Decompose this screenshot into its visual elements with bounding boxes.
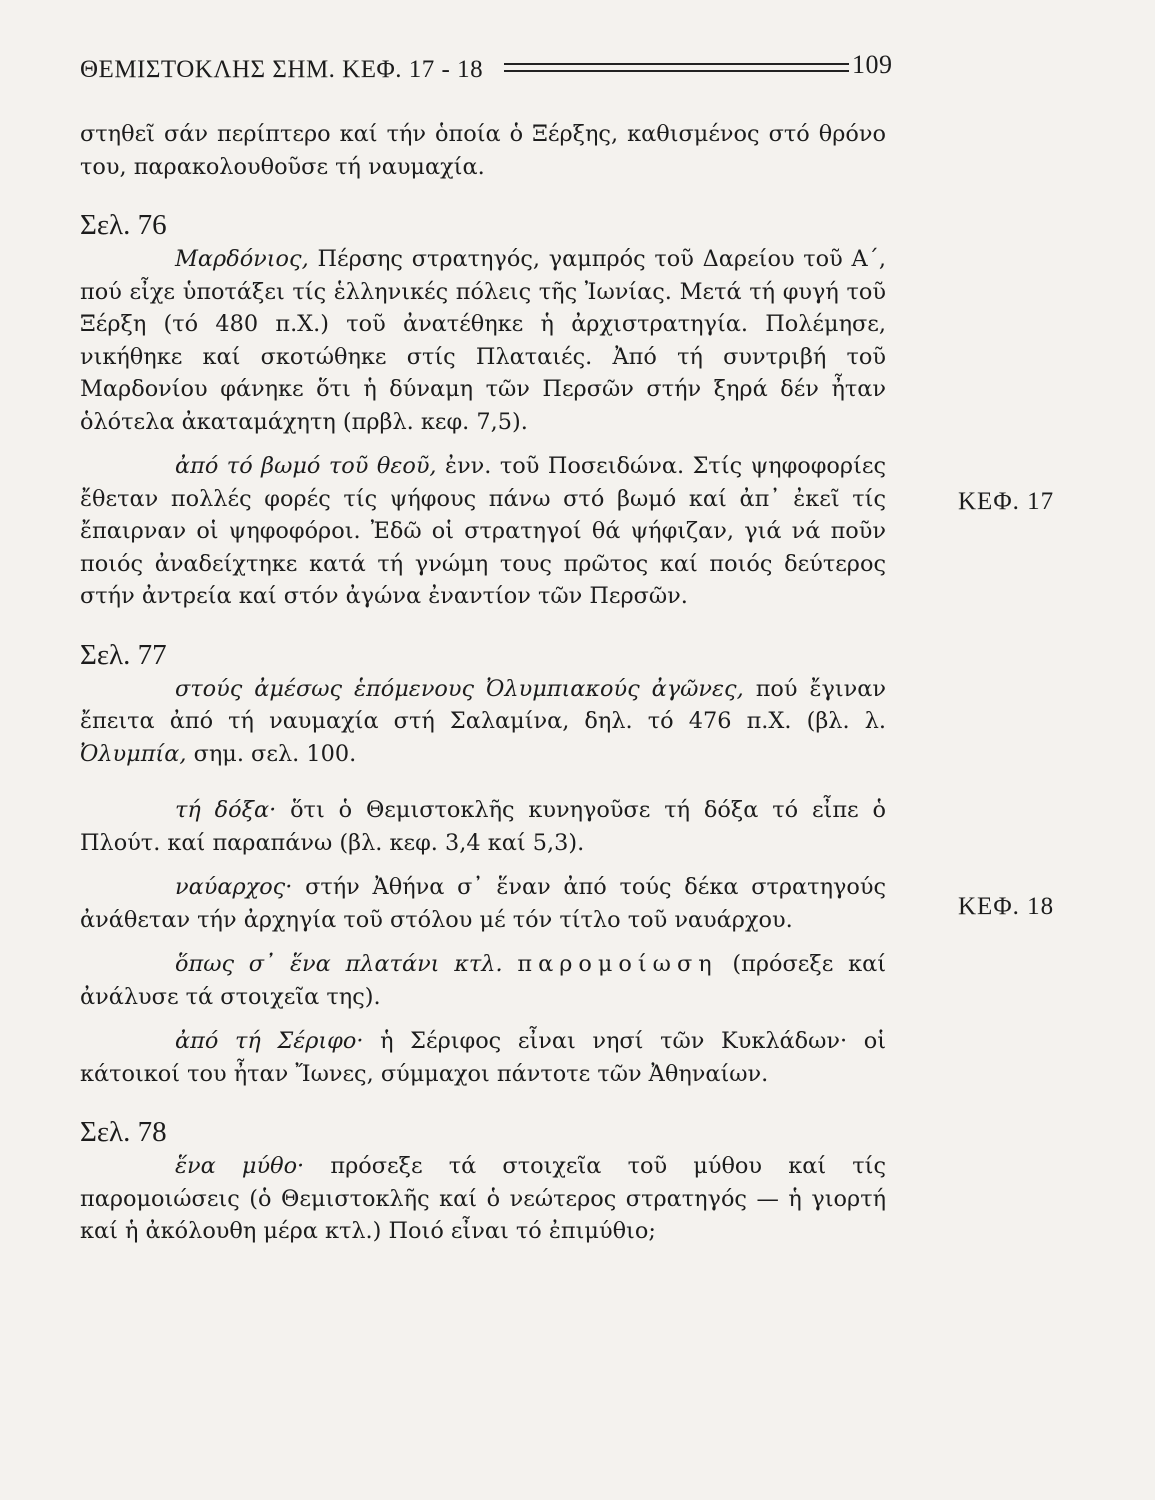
note-mardonios [80,243,886,438]
page-header [80,50,893,90]
note-text: ἡ Σέριφος εἶναι νησί τῶν Κυκλάδων· οἱ κάτοικοί του ἦταν Ἴωνες, σύμμαχοι πάντοτε τῶν Ἀθηναίων. [80,1028,886,1087]
note-text: πρόσεξε τά στοιχεῖα τοῦ μύθου καί τίς παρομοιώσεις (ὁ Θεμιστοκλῆς καί ὁ νεώτερος στρατηγός — ἡ γιορτή καί ἡ ἀκόλουθη μέρα κτλ.) Ποιό εἶναι τό ἐπιμύθιο; [80,1153,886,1244]
note-seriphos [80,1025,886,1090]
margin-chapter-18: ΚΕΦ. 18 [958,893,1055,920]
section-heading-76: Σελ. 76 [80,209,167,241]
note-admiral [80,871,886,936]
body-text [80,118,886,1248]
note-term-olympia: Ὀλυμπία, [80,740,187,767]
note-term: ἕνα μύθο· [175,1153,305,1179]
note-text: ἐνν. τοῦ Ποσειδώνα. Στίς ψηφοφορίες ἔθεταν πολλές φορές τίς ψήφους πάνω στό βωμό καί ἀπ᾿ ἐκεῖ τίς ἔπαιρναν οἱ ψηφοφόροι. Ἐδῶ οἱ στρατηγοί θά ψήφιζαν, γιά νά ποῦν ποιός ἀναδείχτηκε κατά τή γνώμη τους πρῶτος καί ποιός δεύτερος στήν ἀντρεία καί στόν ἀγώνα ἐναντίον τῶν Περσῶν. [80,453,886,609]
note-term: στούς ἀμέσως ἑπόμενους Ὀλυμπιακούς ἀγῶνες, [175,675,744,702]
margin-chapter-17: ΚΕΦ. 17 [958,488,1055,515]
header-rule [504,63,849,72]
note-text: Πέρσης στρατηγός, γαμπρός τοῦ Δαρείου τοῦ Α΄, πού εἶχε ὑποτάξει τίς ἑλληνικές πόλεις τῆς Ἰωνίας. Μετά τή φυγή τοῦ Ξέρξη (τό 480 π.Χ.) τοῦ ἀνατέθηκε ἡ ἀρχιστρατηγία. Πολέμησε, νικήθηκε καί σκοτώθηκε στίς Πλαταιές. Ἀπό τή συντριβή τοῦ Μαρδονίου φάνηκε ὅτι ἡ δύναμη τῶν Περσῶν στήν ξηρά δέν ἦταν ὁλότελα ἀκαταμάχητη (πρβλ. κεφ. 7,5). [80,246,886,435]
note-plane-tree [80,948,886,1013]
note-term: ἀπό τή Σέριφο· [175,1028,364,1054]
note-text: ὅτι ὁ Θεμιστοκλῆς κυνηγοῦσε τή δόξα τό εἶπε ὁ Πλούτ. καί παραπάνω (βλ. κεφ. 3,4 καί 5,3). [80,797,886,856]
note-text-ref: σημ. σελ. 100. [186,740,357,767]
note-spaced-term: παρομοίωση [517,951,718,977]
section-heading-78: Σελ. 78 [80,1116,167,1148]
note-text: πού ἔγιναν ἔπειτα ἀπό τή ναυμαχία στή Σαλαμίνα, δηλ. τό 476 π.Χ. (βλ. λ. [80,675,887,734]
note-term: Μαρδόνιος, [175,246,309,272]
note-term: τή δόξα· [175,797,277,823]
paragraph-continuation: στηθεῖ σάν περίπτερο καί τήν ὁποία ὁ Ξέρξης, καθισμένος στό θρόνο του, παρακολουθοῦσε τή ναυμαχία. [80,121,886,180]
note-myth [80,1150,886,1248]
note-glory [80,794,886,859]
running-title: ΘΕΜΙΣΤΟΚΛΗΣ ΣΗΜ. ΚΕΦ. 17 - 18 [80,56,484,83]
page-number: 109 [852,50,893,79]
note-altar [80,450,886,613]
note-term: ἀπό τό βωμό τοῦ θεοῦ, [175,453,437,479]
note-text: στήν Ἀθήνα σ᾿ ἕναν ἀπό τούς δέκα στρατηγούς ἀνάθεταν τήν ἀρχηγία τοῦ στόλου μέ τόν τίτλο τοῦ ναυάρχου. [80,874,886,933]
note-olympic-games [80,673,886,771]
note-text: (πρόσεξε καί ἀνάλυσε τά στοιχεῖα της). [80,951,886,1010]
note-term: ὅπως σ᾿ ἕνα πλατάνι κτλ. [175,951,503,977]
section-heading-77: Σελ. 77 [80,638,167,671]
note-term: ναύαρχος· [175,874,293,900]
